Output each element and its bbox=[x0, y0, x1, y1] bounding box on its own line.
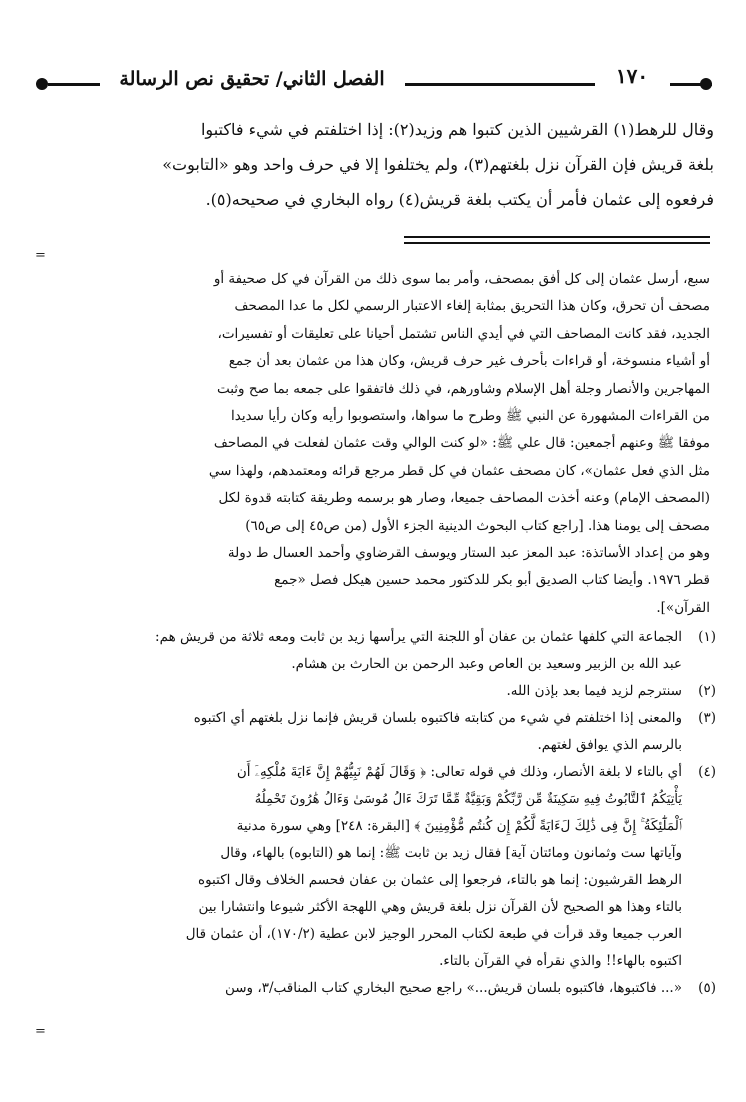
footnote-text bbox=[38, 975, 682, 1002]
chapter-title: الفصل الثاني/ تحقيق نص الرسالة bbox=[119, 68, 385, 90]
continued-line: المهاجرين والأنصار وجلة أهل الإسلام وشاورهم، في ذلك فاتفقوا على جمعه بما صح وثبت bbox=[216, 380, 710, 397]
footnote-line: عبد الله بن الزبير وسعيد بن العاص وعبد الرحمن بن الحارث بن هشام. bbox=[291, 656, 682, 672]
continued-line: القرآن»]. bbox=[656, 599, 710, 616]
page-header bbox=[30, 64, 716, 104]
header-dot-left bbox=[36, 78, 48, 90]
header-rule-middle bbox=[405, 83, 595, 86]
footnote-text bbox=[38, 759, 682, 975]
footnote-number: (٤) bbox=[698, 764, 716, 780]
footnote-line: اكتبوه بالهاء!! والذي نقرأه في القرآن بالتاء. bbox=[439, 953, 682, 969]
continued-line: مصحف إلى يومنا هذا. [راجع كتاب البحوث الدينية الجزء الأول (من ص٤٥ إلى ص٦٥) bbox=[245, 517, 710, 534]
continued-line: وهو من إعداد الأساتذة: عبد المعز عبد الستار ويوسف القرضاوي وأحمد العسال ط دولة bbox=[227, 545, 710, 562]
continued-line: موفقا ﷺ وعنهم أجمعين: قال علي ﷺ: «لو كنت الوالي وقت عثمان لفعلت في المصاحف bbox=[213, 435, 710, 452]
footnote-text bbox=[38, 678, 682, 705]
continued-line: من القراءات المشهورة عن النبي ﷺ وطرح ما سواها، واستصوبوا رأيه وكان رأيا سديدا bbox=[231, 408, 710, 425]
continued-note-marker: = bbox=[35, 248, 46, 263]
continued-line: سبع، أرسل عثمان إلى كل أفق بمصحف، وأمر بما سوى ذلك من القرآن في كل صحيفة أو bbox=[213, 271, 710, 287]
footnote-line: الرهط القرشيون: إنما هو بالتاء، فرجعوا إلى عثمان بن عفان فحسم الخلاف وقال اكتبوه bbox=[198, 872, 682, 888]
continued-line: مصحف أن تحرق، وكان هذا التحريق بمثابة إلغاء الاعتبار الرسمي لكل ما عدا المصحف bbox=[234, 298, 710, 315]
header-dot-right bbox=[700, 78, 712, 90]
footnote-line: والمعنى إذا اختلفتم في شيء من كتابته فاكتبوه بلسان قريش فإنما نزل بلغتهم أي اكتبوه bbox=[193, 710, 682, 726]
footnote-text bbox=[38, 705, 682, 759]
quran-verse-line: يَأْتِيَكُمُ ٱلتَّابُوتُ فِيهِ سَكِينَةٌ مِّن رَّبِّكُمْ وَبَقِيَّةٌ مِّمَّا تَرَكَ ءَالُ مُوسَىٰ وَءَالُ هَٰرُونَ تَحْمِلُهُ bbox=[254, 792, 682, 807]
continuation-marker: = bbox=[35, 1024, 46, 1039]
footnote-line: ٱلْمَلَٰٓئِكَةُ ۚ إِنَّ فِى ذَٰلِكَ لَءَايَةً لَّكُمْ إِن كُنتُم مُّؤْمِنِينَ ﴾ [البقرة: ٢٤٨] وهي سورة مدنية bbox=[236, 818, 682, 834]
main-line: بلغة قريش فإن القرآن نزل بلغتهم(٣)، ولم يختلفوا إلا في حرف واحد وهو «التابوت» bbox=[162, 155, 714, 174]
footnote-line: أي بالتاء لا بلغة الأنصار، وذلك في قوله تعالى: ﴿ وَقَالَ لَهُمْ نَبِيُّهُمْ إِنَّ ءَايَةَ مُلْكِهِۦٓ أَن bbox=[236, 764, 682, 780]
continued-line: أو أشياء منسوخة، أو قراءات بأحرف غير حرف قريش، وكان هذا من عثمان بعد أن جمع bbox=[228, 353, 710, 370]
footnote-4 bbox=[38, 759, 716, 975]
footnote-line: العرب جميعا وقد قرأت في طبعة لكتاب المحرر الوجيز لابن عطية (١٧٠/٢)، أن عثمان قال bbox=[185, 926, 682, 942]
footnote-line: وآياتها ست وثمانون ومائتان آية] فقال زيد بن ثابت ﷺ: إنما هو (التابوه) بالهاء، وقال bbox=[220, 845, 682, 861]
footnote-separator-top bbox=[404, 236, 710, 238]
continued-line: مثل الذي فعل عثمان»، كان مصحف عثمان في كل قطر مرجع قرائه ومعتمدهم، ولهذا سي bbox=[208, 462, 710, 479]
main-body-text bbox=[38, 112, 714, 217]
footnote-1 bbox=[38, 624, 716, 678]
footnote-number: (١) bbox=[698, 629, 716, 645]
footnote-number: (٣) bbox=[698, 710, 716, 726]
main-line: فرفعوه إلى عثمان فأمر أن يكتب بلغة قريش(٤) رواه البخاري في صحيحه(٥). bbox=[205, 190, 714, 209]
page-number: ١٧٠ bbox=[615, 64, 649, 88]
footnote-line: بالرسم الذي يوافق لغتهم. bbox=[537, 737, 682, 753]
footnotes bbox=[38, 624, 716, 1002]
footnote-number: (٢) bbox=[698, 683, 716, 699]
footnote-2 bbox=[38, 678, 716, 705]
footnote-line: «... فاكتبوها، فاكتبوه بلسان قريش...» راجع صحيح البخاري كتاب المناقب/٣، وسن bbox=[224, 980, 682, 996]
continued-line: قطر ١٩٧٦. وأيضا كتاب الصديق أبو بكر للدكتور محمد حسين هيكل فصل «جمع bbox=[274, 572, 710, 589]
continued-line: (المصحف الإمام) وعنه أخذت المصاحف جميعا، وصار هو برسمه وطريقة كتابته قدوة لكل bbox=[218, 490, 710, 507]
footnote-3 bbox=[38, 705, 716, 759]
continued-footnote bbox=[38, 266, 710, 622]
footnote-line: بالتاء وهذا هو الصحيح لأن القرآن نزل بلغة قريش وهي اللهجة الأكثر شيوعا وانتشارا بين bbox=[198, 899, 682, 915]
footnote-text bbox=[38, 624, 682, 678]
footnote-line: سنترجم لزيد فيما بعد بإذن الله. bbox=[506, 683, 682, 699]
footnote-separator-bottom bbox=[404, 242, 710, 244]
continued-line: الجديد، فقد كانت المصاحف التي في أيدي الناس تشتمل أحيانا على تعليقات أو تفسيرات، bbox=[217, 325, 710, 342]
footnote-number: (٥) bbox=[698, 980, 716, 996]
footnote-5 bbox=[38, 975, 716, 1002]
header-rule-left bbox=[48, 83, 100, 86]
footnote-line: الجماعة التي كلفها عثمان بن عفان أو اللجنة التي يرأسها زيد بن ثابت ومعه ثلاثة من قريش هم: bbox=[155, 629, 682, 645]
main-line: وقال للرهط(١) القرشيين الذين كتبوا هم وزيد(٢): إذا اختلفتم في شيء فاكتبوا bbox=[200, 120, 714, 139]
